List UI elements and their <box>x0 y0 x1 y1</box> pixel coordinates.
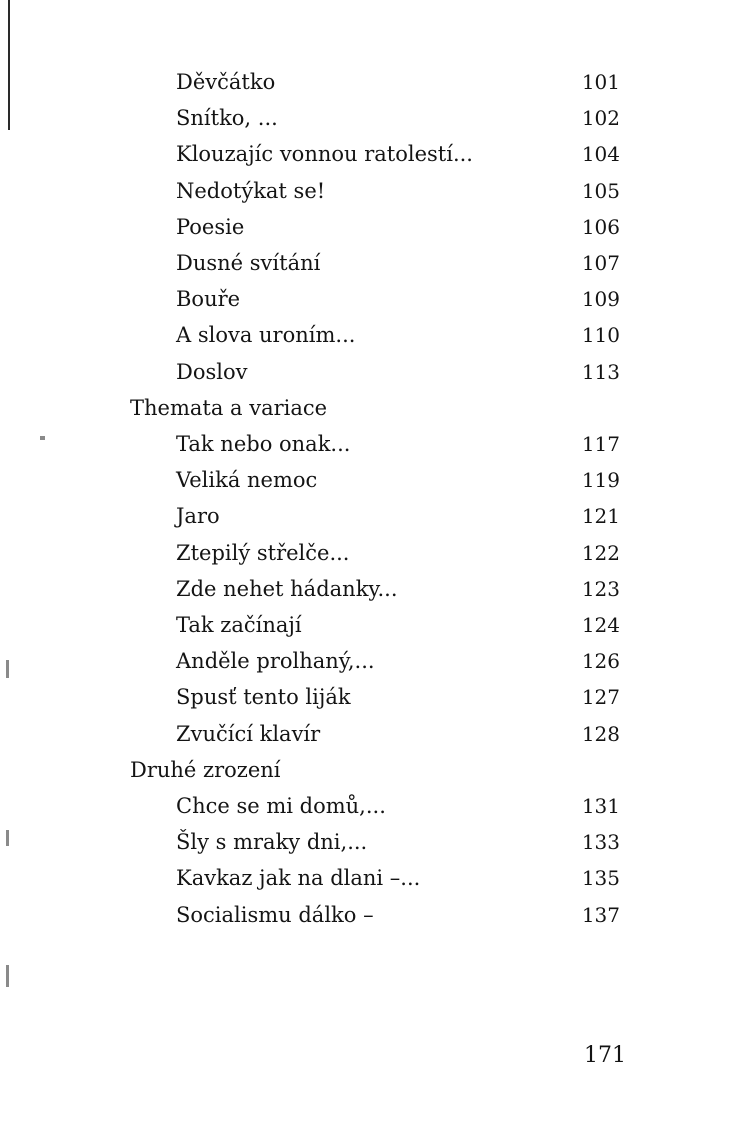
entry-page-number: 126 <box>581 649 620 674</box>
entry-page-number: 113 <box>581 359 620 384</box>
entry-page-number: 109 <box>581 287 620 312</box>
page-number: 171 <box>584 1043 626 1068</box>
entry-page-number: 104 <box>581 142 620 167</box>
entry-page-number: 101 <box>581 70 620 94</box>
entry-page-number: 135 <box>581 866 620 891</box>
entry-title: Bouře <box>176 287 241 312</box>
entry-page-number: 106 <box>581 214 620 239</box>
entry-title: A slova uroním... <box>176 323 356 348</box>
entry-title: Socialismu dálko – <box>176 902 374 927</box>
entry-page-number: 131 <box>581 794 620 818</box>
entry-title: Anděle prolhaný,... <box>176 649 375 674</box>
entry-title: Zde nehet hádanky... <box>176 576 398 601</box>
scan-speck <box>6 660 9 678</box>
entry-page-number: 127 <box>581 685 620 710</box>
entry-page-number: 110 <box>581 323 620 348</box>
entry-title: Kavkaz jak na dlani –... <box>176 866 421 891</box>
scan-speck <box>40 436 45 440</box>
entry-page-number: 119 <box>581 468 620 493</box>
entry-page-number: 128 <box>581 721 620 746</box>
entry-page-number: 121 <box>581 504 620 529</box>
entry-title: Zvučící klavír <box>176 721 321 746</box>
entry-page-number: 122 <box>581 540 620 565</box>
entry-title: Tak začínají <box>176 613 302 637</box>
entry-page-number: 107 <box>581 251 620 275</box>
section-title: Themata a variace <box>130 395 328 420</box>
scan-speck <box>6 830 9 846</box>
entry-title: Šly s mraky dni,... <box>176 830 368 855</box>
entry-title: Klouzajíc vonnou ratolestí... <box>176 142 473 167</box>
entry-title: Veliká nemoc <box>176 468 318 493</box>
entry-page-number: 105 <box>581 178 620 203</box>
binding-edge <box>8 0 10 130</box>
entry-title: Děvčátko <box>176 70 276 94</box>
section-title: Druhé zrození <box>130 757 281 782</box>
entry-title: Ztepilý střelče... <box>176 540 350 565</box>
entry-page-number: 124 <box>581 613 620 637</box>
entry-title: Poesie <box>176 214 245 239</box>
entry-page-number: 133 <box>581 830 620 855</box>
entry-title: Tak nebo onak... <box>176 432 351 456</box>
entry-title: Spusť tento liják <box>176 685 351 710</box>
entry-title: Nedotýkat se! <box>176 178 326 203</box>
entry-page-number: 123 <box>581 576 620 601</box>
scan-speck <box>6 965 9 987</box>
entry-title: Jaro <box>176 504 220 529</box>
entry-page-number: 117 <box>581 432 620 456</box>
entry-page-number: 137 <box>581 902 620 927</box>
entry-page-number: 102 <box>581 106 620 131</box>
entry-title: Chce se mi domů,... <box>176 794 386 818</box>
entry-title: Doslov <box>176 359 248 384</box>
entry-title: Dusné svítání <box>176 251 321 275</box>
entry-title: Snítko, ... <box>176 106 278 131</box>
